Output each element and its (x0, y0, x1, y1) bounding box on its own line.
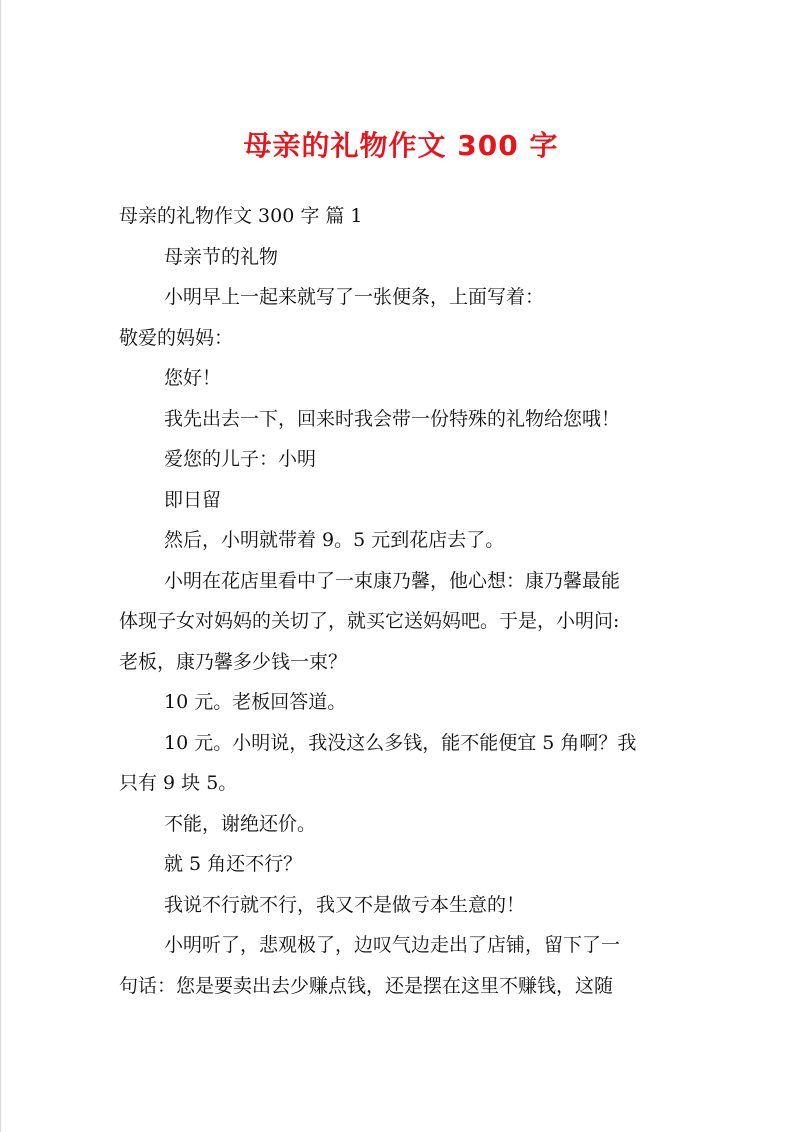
text-line: 体现子女对妈妈的关切了，就买它送妈妈吧。于是，小明问: (119, 610, 620, 632)
text-line: 小明听了，悲观极了，边叹气边走出了店铺，留下了一 (164, 934, 621, 956)
text-line: 小明在花店里看中了一束康乃馨，他心想：康乃馨最能 (164, 569, 621, 592)
text-line: 小明早上一起来就写了一张便条，上面写着： (164, 286, 545, 308)
text-line: 句话：您是要卖出去少赚点钱，还是摆在这里不赚钱，这随 (119, 974, 614, 997)
text-line: 老板，康乃馨多少钱一束？ (119, 650, 348, 673)
text-line: 我先出去一下，回来时我会带一份特殊的礼物给您哦！ (164, 407, 621, 430)
text-line: 然后，小明就带着 9。5 元到花店去了。 (164, 529, 505, 551)
text-line: 不能，谢绝还价。 (164, 812, 317, 835)
text-line: 母亲节的礼物 (164, 245, 279, 268)
text-line: 您好！ (164, 367, 222, 389)
document-body (119, 196, 689, 1006)
text-line: 我说不行就不行，我又不是做亏本生意的！ (164, 893, 526, 916)
text-line: 敬爱的妈妈： (119, 326, 234, 349)
text-line: 就 5 角还不行？ (164, 853, 303, 875)
text-line: 即日留 (164, 488, 222, 511)
text-line: 10 元。老板回答道。 (164, 691, 347, 713)
text-line: 爱您的儿子：小明 (164, 448, 317, 470)
text-line: 母亲的礼物作文 300 字 篇 1 (119, 205, 363, 227)
text-line: 只有 9 块 5。 (119, 772, 238, 794)
text-line: 10 元。小明说，我没这么多钱，能不能便宜 5 角啊？我 (164, 731, 637, 754)
document-title: 母亲的礼物作文 300 字 (243, 129, 559, 162)
